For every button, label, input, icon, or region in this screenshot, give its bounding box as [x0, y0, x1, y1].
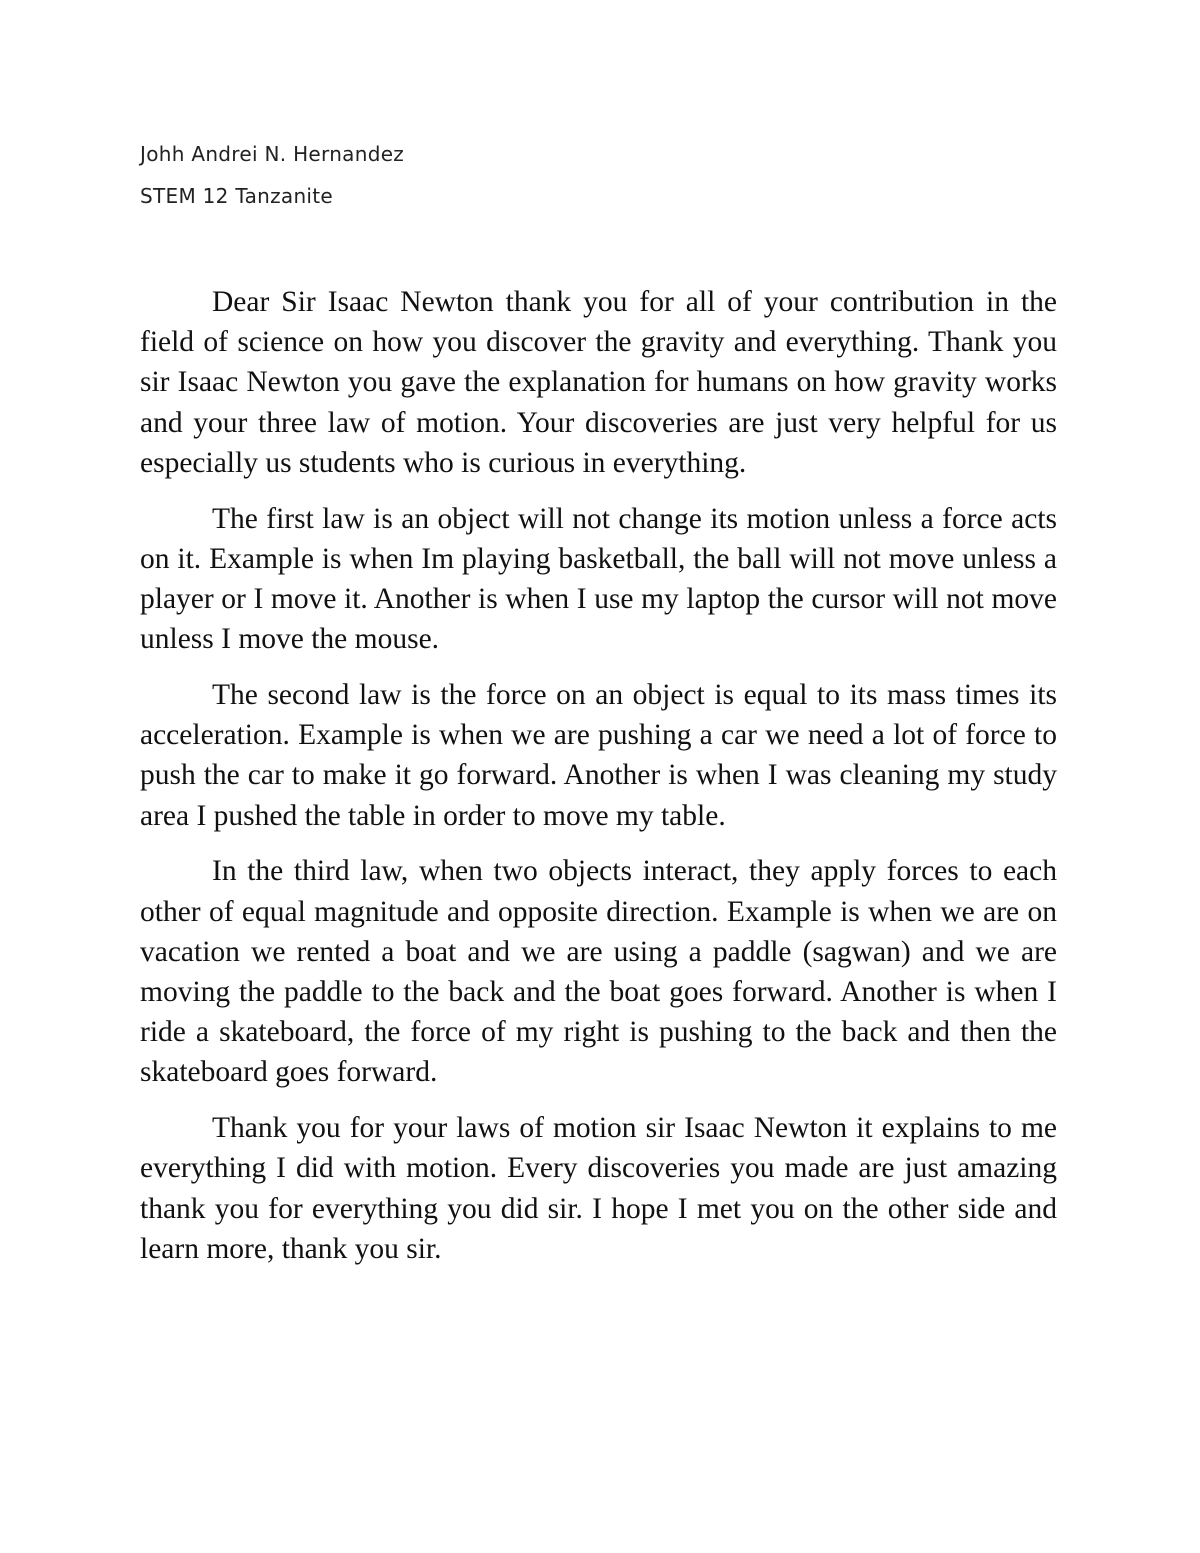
- paragraph-second-law: The second law is the force on an object is equal to its mass times its acceleration. Example is when we are pushing a car we need a lot of force to push the car to make it go forward. Another is when I was cleaning my study area I pushed the table in order to move my table.: [140, 679, 1057, 832]
- paragraph-third-law: In the third law, when two objects interact, they apply forces to each other of equal magnitude and opposite direction. Example is when we are on vacation we rented a boat and we are using a paddle (sagwan) and we are moving the paddle to the back and the boat goes forward. Another is when I ride a skateboard, the force of my right is pushing to the back and then the skateboard goes forward.: [140, 855, 1057, 1089]
- document-header: [140, 138, 404, 222]
- paragraph-closing: Thank you for your laws of motion sir Isaac Newton it explains to me everything I did with motion. Every discoveries you made are just amazing thank you for everything you did sir. I hope I met you on the other side and learn more, thank you sir.: [140, 1112, 1057, 1265]
- letter-body: [140, 282, 1057, 1285]
- paragraph-first-law: The first law is an object will not change its motion unless a force acts on it. Example is when Im playing basketball, the ball will not move unless a player or I move it. Another is when I use my laptop the cursor will not move unless I move the mouse.: [140, 502, 1057, 656]
- paragraph-intro: Dear Sir Isaac Newton thank you for all of your contribution in the field of science on how you discover the gravity and everything. Thank you sir Isaac Newton you gave the explanation for humans on how gravity works and your three law of motion. Your discoveries are just very helpful for us especially us students who is curious in everything.: [140, 286, 1057, 479]
- author-name: Johh Andrei N. Hernandez: [140, 142, 405, 166]
- class-section: STEM 12 Tanzanite: [140, 184, 334, 208]
